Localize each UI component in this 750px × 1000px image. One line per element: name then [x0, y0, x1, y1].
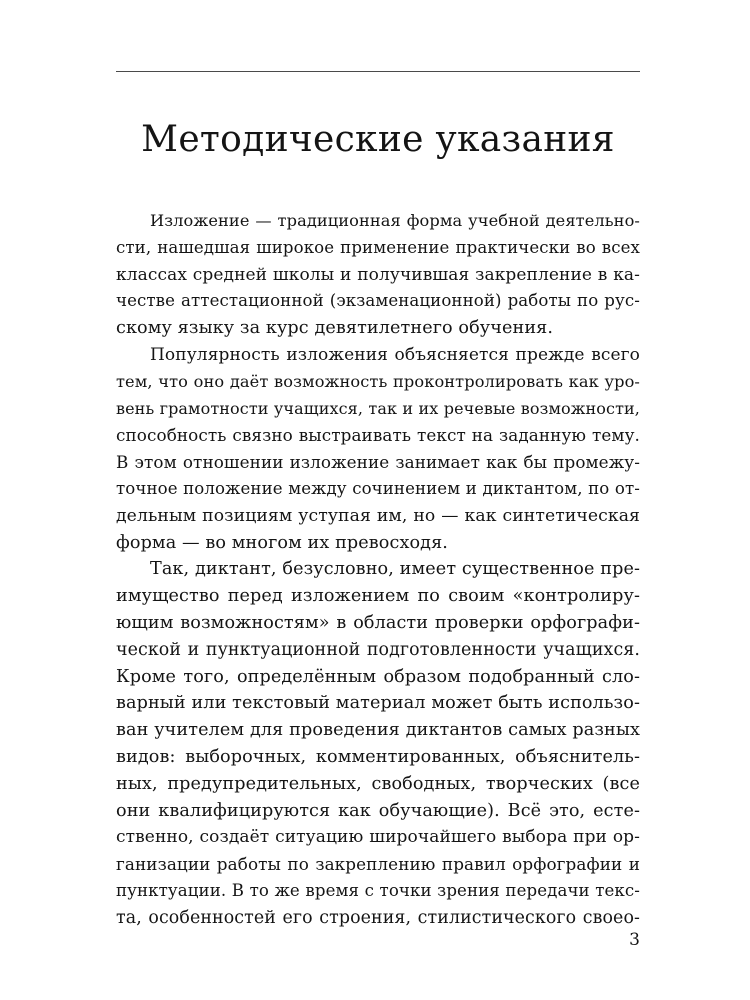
text-line: классах средней школы и получившая закрепление в ка-	[116, 264, 640, 285]
text-line: Так, диктант, безусловно, имеет существенное пре-	[150, 559, 640, 580]
text-line: та, особенностей его строения, стилистического своео-	[116, 907, 640, 928]
text-line: ганизации работы по закреплению правил орфографии и	[116, 854, 640, 875]
text-line: скому языку за курс девятилетнего обучения.	[116, 318, 554, 339]
text-line: сти, нашедшая широкое применение практически во всех	[116, 237, 640, 257]
text-line: Популярность изложения объясняется прежде всего	[150, 344, 640, 365]
text-line: В этом отношении изложение занимает как бы промежу-	[116, 452, 640, 473]
text-line: видов: выборочных, комментированных, объяснитель-	[116, 746, 640, 767]
text-line: ственно, создаёт ситуацию широчайшего выбора при ор-	[116, 827, 640, 848]
text-line: Изложение — традиционная форма учебной деятельно-	[150, 211, 640, 230]
text-line: имущество перед изложением по своим «контролиру-	[116, 586, 640, 607]
text-line: пунктуации. В то же время с точки зрения передачи текс-	[116, 880, 640, 900]
text-line: способность связно выстраивать текст на заданную тему.	[116, 425, 640, 446]
page-number: 3	[629, 930, 640, 950]
text-line: ющим возможностям» в области проверки орфографи-	[116, 612, 640, 633]
text-line: они квалифицируются как обучающие). Всё это, есте-	[116, 800, 640, 821]
text-line: варный или текстовый материал может быть использо-	[116, 693, 640, 714]
text-line: честве аттестационной (экзаменационной) работы по рус-	[116, 291, 640, 311]
text-line: форма — во многом их превосходя.	[116, 532, 448, 553]
text-line: ван учителем для проведения диктантов самых разных	[116, 720, 640, 741]
text-line: тем, что оно даёт возможность проконтролировать как уро-	[116, 371, 640, 391]
text-line: точное положение между сочинением и диктантом, по от-	[116, 478, 640, 498]
text-line: ческой и пунктуационной подготовленности учащихся.	[116, 639, 640, 660]
text-line: ных, предупредительных, свободных, творческих (все	[116, 773, 640, 794]
text-line: дельным позициям уступая им, но — как синтетическая	[116, 505, 640, 526]
body-text	[116, 208, 640, 932]
header-rule	[116, 71, 640, 72]
text-line: Кроме того, определённым образом подобранный сло-	[116, 666, 640, 687]
text-line: вень грамотности учащихся, так и их речевые возможности,	[116, 398, 640, 418]
page-title: Методические указания	[141, 119, 615, 160]
